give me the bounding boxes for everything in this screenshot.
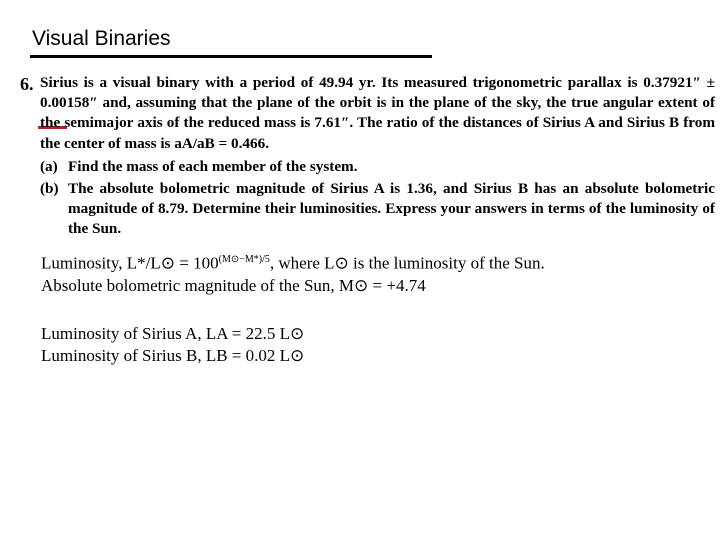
- problem-number: 6.: [20, 74, 34, 94]
- answer-block: [41, 249, 711, 367]
- slide-title: Visual Binaries: [32, 27, 171, 50]
- part-a-text: Find the mass of each member of the system.: [68, 157, 358, 175]
- sirius-b-luminosity: Luminosity of Sirius B, LB = 0.02 L⊙: [41, 345, 305, 365]
- problem-text-block: [40, 73, 715, 242]
- title-underline: [30, 55, 432, 58]
- formula-prefix: Luminosity, L*/L⊙ = 100: [41, 253, 219, 273]
- formula-exponent: (M⊙−M*)/5: [218, 254, 270, 265]
- problem-part-a: [40, 157, 715, 177]
- sirius-a-luminosity: Luminosity of Sirius A, LA = 22.5 L⊙: [41, 323, 305, 343]
- luminosity-formula: [41, 249, 711, 275]
- part-b-text: The absolute bolometric magnitude of Sirius A is 1.36, and Sirius B has an absolute bolometric magnitude of 8.79. Determine their luminosities. Express your answers in terms of the luminosity of the Sun.: [68, 180, 715, 238]
- formula-suffix: , where L⊙ is the luminosity of the Sun.: [269, 253, 545, 273]
- problem-intro: Sirius is a visual binary with a period of 49.94 yr. Its measured trigonometric parallax is 0.37921″ ± 0.00158″ and, assuming that the plane of the orbit is in the plane of the sky, the true angular extent of the semimajor axis of the reduced mass is 7.61″. The ratio of the distances of Sirius A and Sirius B from the center of mass is aA/aB = 0.466.: [40, 74, 715, 152]
- sun-magnitude-line: Absolute bolometric magnitude of the Sun, M⊙ = +4.74: [41, 275, 426, 295]
- part-b-label: (b): [40, 180, 59, 198]
- problem-part-b: [40, 179, 715, 240]
- part-a-label: (a): [40, 157, 58, 175]
